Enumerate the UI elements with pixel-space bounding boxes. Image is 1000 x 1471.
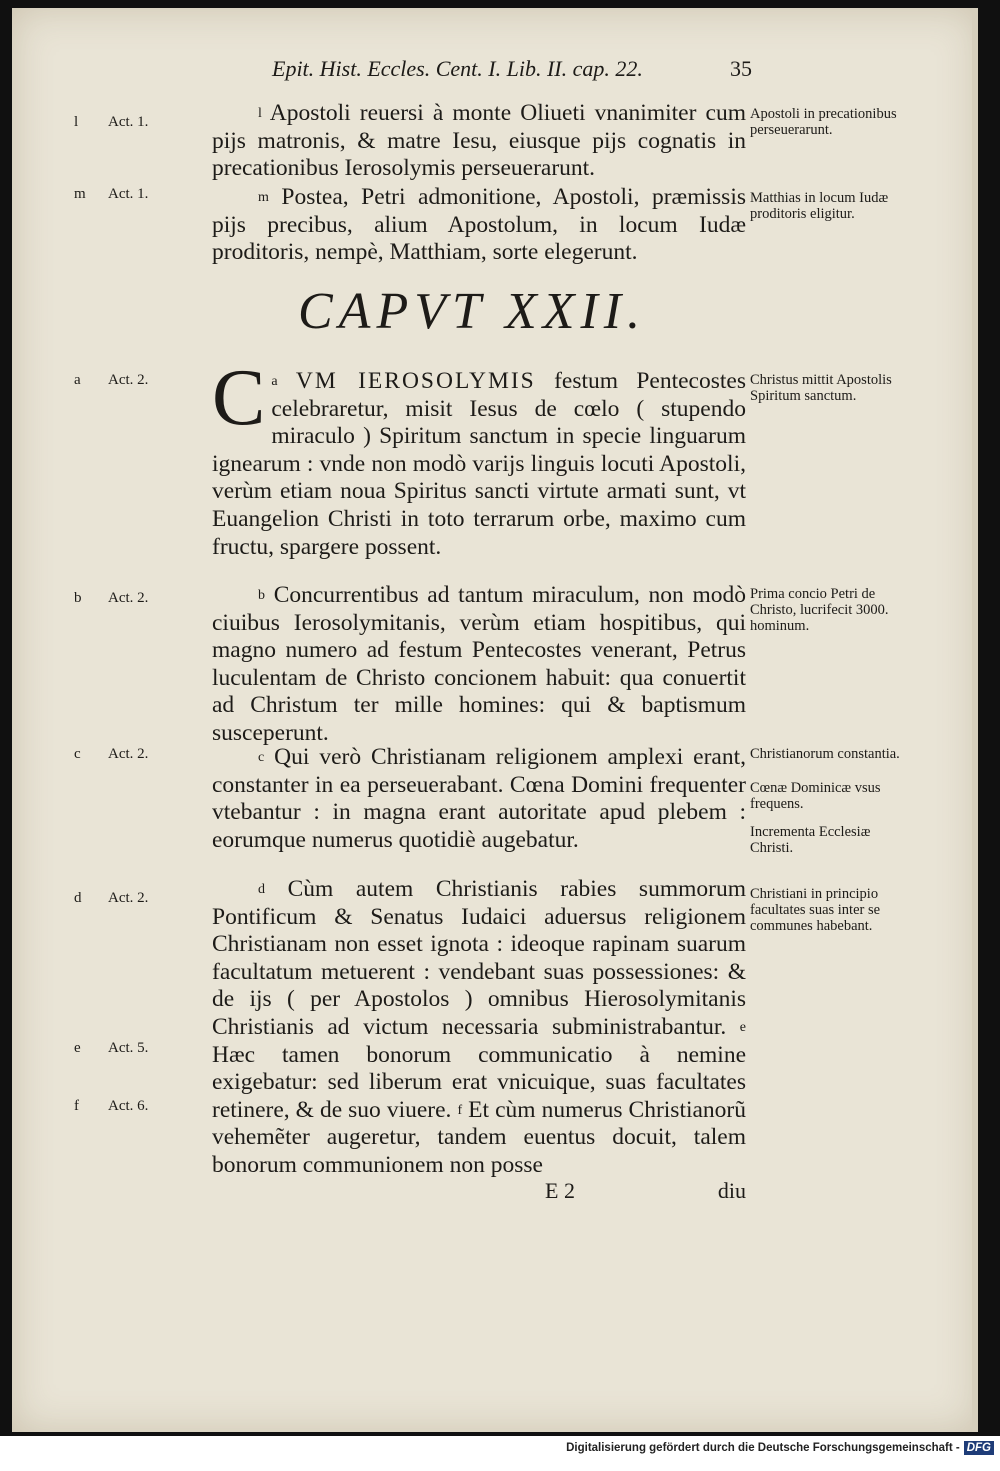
- scripture-ref: a Act. 2.: [74, 372, 149, 388]
- scripture-ref: f Act. 6.: [74, 1098, 149, 1114]
- scripture-ref: b Act. 2.: [74, 590, 149, 606]
- drop-capital: C: [212, 354, 266, 442]
- paragraph-f: Et cùm numerus Christianorũ vehemẽter augeretur, tandem euentus docuit, talem bonorum communionem non posse: [212, 1096, 747, 1178]
- marginal-note: Christiani in principio facultates suas inter se communes habebant.: [750, 886, 881, 934]
- paragraph-a: C $^a$ VM IEROSOLYMIS festum Pentecostes celebraretur, misit Iesus de cœlo ( stupendo miraculo ) Spiritum sanctum in specie linguarum ignearum : vnde non modò varijs linguis locuti Apostoli, verùm etiam noua Spiritus sancti virtute armati sunt, vt Euangelion Christi in toto terrarum orbe, maximo cum fructu, spargere possent.: [212, 354, 746, 560]
- chapter-heading: CAPVT XXII.: [298, 283, 647, 340]
- marginal-note: Christianorum constantia.: [750, 746, 900, 762]
- paragraph-l: $^l$ Apostoli reuersi à monte Oliueti vnanimiter cum pijs matronis, & matre Iesu, eiusque pijs cognatis in precationibus Ierosolymis perseuerarunt.: [212, 100, 746, 182]
- marginal-note: Apostoli in precationibus perseuerarunt.: [750, 106, 897, 138]
- marginal-note: Cœnæ Dominicæ vsus frequens.: [750, 780, 881, 812]
- signature-mark: E 2: [545, 1178, 575, 1203]
- dfg-logo: DFG: [964, 1441, 994, 1455]
- folio-number: 35: [730, 56, 752, 81]
- scripture-ref: d Act. 2.: [74, 890, 149, 906]
- marginal-note: Prima concio Petri de Christo, lucrifecit 3000. hominum.: [750, 586, 889, 634]
- paragraph-c: $^c$ Qui verò Christianam religionem amplexi erant, constanter in ea perseuerabant. Cœna Domini frequenter vtebantur : in magna erant autoritate apud plebem : eorumque numerus quotidiè augebatur.: [212, 744, 746, 853]
- paragraph-m: $^m$ Postea, Petri admonitione, Apostoli, præmissis pijs precibus, alium Apostolum, in locum Iudæ proditoris, nempè, Matthiam, sorte elegerunt.: [212, 184, 746, 266]
- scripture-ref: c Act. 2.: [74, 746, 149, 762]
- digitization-footer: [0, 1441, 994, 1455]
- paragraph-b: $^b$ Concurrentibus ad tantum miraculum, non modò ciuibus Ierosolymitanis, verùm etiam hospitibus, qui magno numero ad festum Pentecostes venerant, Petrus luculentam de Christo concionem habuit: qua conuertit ad Christum ter mille homines: qui & baptismum susceperunt.: [212, 582, 747, 746]
- scripture-ref: e Act. 5.: [74, 1040, 149, 1056]
- marginal-note: Matthias in locum Iudæ proditoris eligitur.: [750, 190, 889, 222]
- scripture-ref: l Act. 1.: [74, 114, 149, 130]
- marginal-note: Incrementa Ecclesiæ Christi.: [750, 824, 871, 856]
- marginal-note: Christus mittit Apostolis Spiritum sanctum.: [750, 372, 892, 404]
- running-header: [272, 56, 752, 82]
- catchword: diu: [717, 1178, 746, 1203]
- footer-text: Digitalisierung gefördert durch die Deutsche Forschungsgemeinschaft -: [566, 1442, 960, 1454]
- paragraph-e: Hæc tamen bonorum communicatio à nemine exigebatur: sed liberum erat vnicuique, suas facultates retinere, & de suo viuere.: [212, 1041, 746, 1123]
- scripture-ref: m Act. 1.: [74, 186, 149, 202]
- paragraph-d: $^d$ Cùm autem Christianis rabies summorum Pontificum & Senatus Iudaici aduersus religionem Christianam non esset ignota : ideoque rapinam suarum facultatum metuerent : vendebant suas possessiones: & de ijs ( per Apostolos ) omnibus Hierosolymitanis Christianis ad victum necessaria subministrabantur. $^e$ Hæc tamen bonorum communicatio à nemine exigebatur: sed liberum erat vnicuique, suas facultates retinere, & de suo viuere. $^f$ Et cùm numerus Christianorũ vehemẽter augeretur, tandem euentus docuit, talem bonorum communionem non posse: [212, 876, 747, 1178]
- running-title: Epit. Hist. Eccles. Cent. I. Lib. II. cap. 22.: [272, 56, 643, 81]
